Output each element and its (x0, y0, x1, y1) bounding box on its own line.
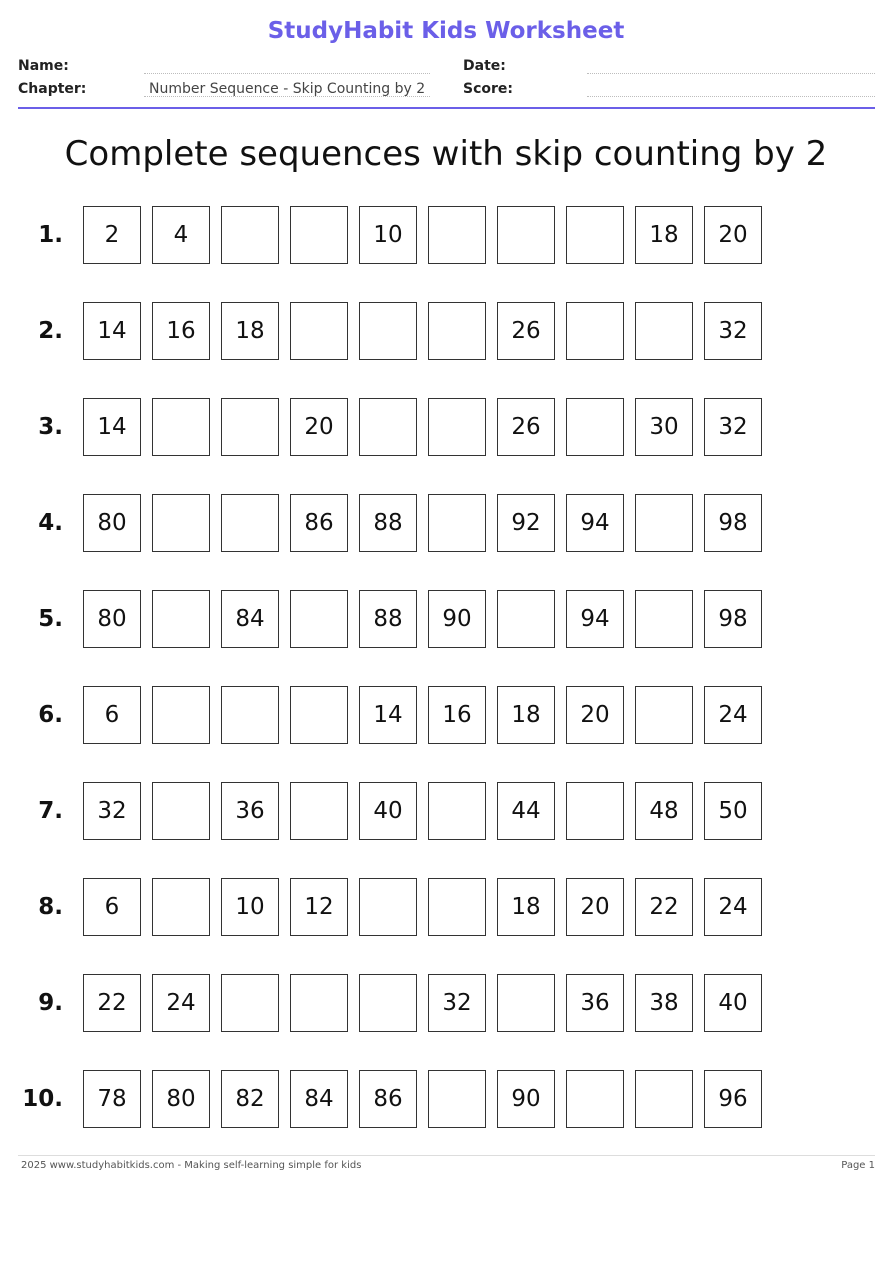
sequence-box: 32 (83, 782, 141, 840)
sequence-box: 6 (83, 878, 141, 936)
sequence-box: 32 (704, 398, 762, 456)
sequence-box: 98 (704, 590, 762, 648)
sequence-box: 18 (497, 686, 555, 744)
answer-box-blank[interactable] (428, 302, 486, 360)
answer-box-blank[interactable] (290, 782, 348, 840)
sequence-box: 14 (83, 398, 141, 456)
answer-box-blank[interactable] (497, 974, 555, 1032)
sequence-box: 78 (83, 1070, 141, 1128)
date-field[interactable] (587, 56, 875, 74)
answer-box-blank[interactable] (359, 302, 417, 360)
header-divider (18, 107, 875, 109)
answer-box-blank[interactable] (152, 686, 210, 744)
question-number: 10. (22, 1086, 63, 1112)
answer-box-blank[interactable] (428, 398, 486, 456)
date-label: Date: (463, 58, 506, 74)
answer-box-blank[interactable] (290, 206, 348, 264)
answer-box-blank[interactable] (221, 494, 279, 552)
answer-box-blank[interactable] (428, 494, 486, 552)
sequence-box: 2 (83, 206, 141, 264)
sequence-box: 10 (221, 878, 279, 936)
sequence-box: 20 (704, 206, 762, 264)
sequence-box: 84 (290, 1070, 348, 1128)
sequence-box: 38 (635, 974, 693, 1032)
answer-box-blank[interactable] (428, 1070, 486, 1128)
sequence-box: 88 (359, 494, 417, 552)
sequence-box: 36 (221, 782, 279, 840)
question-number: 4. (38, 510, 63, 536)
answer-box-blank[interactable] (152, 878, 210, 936)
answer-box-blank[interactable] (290, 974, 348, 1032)
answer-box-blank[interactable] (566, 206, 624, 264)
answer-box-blank[interactable] (635, 686, 693, 744)
question-row (0, 590, 892, 650)
answer-box-blank[interactable] (428, 206, 486, 264)
answer-box-blank[interactable] (152, 398, 210, 456)
question-number: 5. (38, 606, 63, 632)
sequence-box: 90 (428, 590, 486, 648)
name-field[interactable] (144, 56, 430, 74)
worksheet-title: StudyHabit Kids Worksheet (267, 18, 625, 44)
sequence-box: 82 (221, 1070, 279, 1128)
answer-box-blank[interactable] (290, 590, 348, 648)
sequence-box: 80 (83, 590, 141, 648)
question-row (0, 878, 892, 938)
sequence-box: 44 (497, 782, 555, 840)
instruction-heading: Complete sequences with skip counting by 2 (64, 134, 828, 174)
question-row (0, 782, 892, 842)
sequence-box: 18 (635, 206, 693, 264)
sequence-box: 32 (428, 974, 486, 1032)
sequence-box: 92 (497, 494, 555, 552)
sequence-box: 86 (290, 494, 348, 552)
sequence-box: 26 (497, 398, 555, 456)
answer-box-blank[interactable] (290, 686, 348, 744)
sequence-box: 26 (497, 302, 555, 360)
question-row (0, 398, 892, 458)
sequence-box: 32 (704, 302, 762, 360)
sequence-box: 24 (704, 878, 762, 936)
answer-box-blank[interactable] (635, 302, 693, 360)
answer-box-blank[interactable] (152, 782, 210, 840)
sequence-box: 30 (635, 398, 693, 456)
sequence-box: 20 (566, 686, 624, 744)
sequence-box: 10 (359, 206, 417, 264)
chapter-value: Number Sequence - Skip Counting by 2 (149, 81, 426, 97)
sequence-box: 90 (497, 1070, 555, 1128)
question-number: 1. (38, 222, 63, 248)
answer-box-blank[interactable] (290, 302, 348, 360)
answer-box-blank[interactable] (221, 398, 279, 456)
sequence-box: 18 (497, 878, 555, 936)
answer-box-blank[interactable] (566, 398, 624, 456)
sequence-box: 80 (152, 1070, 210, 1128)
question-number: 8. (38, 894, 63, 920)
worksheet-meta (18, 56, 875, 102)
sequence-box: 18 (221, 302, 279, 360)
sequence-box: 86 (359, 1070, 417, 1128)
footer-text: 2025 www.studyhabitkids.com - Making self-learning simple for kids (21, 1160, 362, 1171)
score-field[interactable] (587, 79, 875, 97)
footer-divider (18, 1155, 875, 1156)
answer-box-blank[interactable] (428, 782, 486, 840)
sequence-box: 24 (704, 686, 762, 744)
sequence-box: 4 (152, 206, 210, 264)
question-row (0, 1070, 892, 1130)
question-number: 7. (38, 798, 63, 824)
question-row (0, 302, 892, 362)
answer-box-blank[interactable] (152, 590, 210, 648)
answer-box-blank[interactable] (221, 974, 279, 1032)
sequence-box: 24 (152, 974, 210, 1032)
sequence-box: 84 (221, 590, 279, 648)
sequence-box: 14 (83, 302, 141, 360)
question-row (0, 974, 892, 1034)
answer-box-blank[interactable] (566, 782, 624, 840)
sequence-box: 20 (290, 398, 348, 456)
sequence-box: 36 (566, 974, 624, 1032)
name-label: Name: (18, 58, 69, 74)
answer-box-blank[interactable] (497, 590, 555, 648)
sequence-box: 16 (428, 686, 486, 744)
sequence-box: 14 (359, 686, 417, 744)
sequence-box: 48 (635, 782, 693, 840)
question-row (0, 686, 892, 746)
sequence-box: 6 (83, 686, 141, 744)
question-number: 3. (38, 414, 63, 440)
question-number: 6. (38, 702, 63, 728)
sequence-box: 50 (704, 782, 762, 840)
answer-box-blank[interactable] (359, 974, 417, 1032)
sequence-box: 88 (359, 590, 417, 648)
answer-box-blank[interactable] (497, 206, 555, 264)
sequence-box: 98 (704, 494, 762, 552)
question-number: 2. (38, 318, 63, 344)
question-row (0, 206, 892, 266)
page-number: Page 1 (841, 1160, 875, 1171)
answer-box-blank[interactable] (635, 494, 693, 552)
answer-box-blank[interactable] (635, 590, 693, 648)
sequence-box: 22 (83, 974, 141, 1032)
sequence-box: 22 (635, 878, 693, 936)
chapter-label: Chapter: (18, 81, 87, 97)
question-row (0, 494, 892, 554)
answer-box-blank[interactable] (635, 1070, 693, 1128)
sequence-box: 94 (566, 590, 624, 648)
answer-box-blank[interactable] (221, 206, 279, 264)
sequence-box: 40 (359, 782, 417, 840)
sequence-box: 12 (290, 878, 348, 936)
answer-box-blank[interactable] (152, 494, 210, 552)
sequence-box: 40 (704, 974, 762, 1032)
question-number: 9. (38, 990, 63, 1016)
sequence-box: 20 (566, 878, 624, 936)
score-label: Score: (463, 81, 513, 97)
sequence-box: 94 (566, 494, 624, 552)
sequence-box: 96 (704, 1070, 762, 1128)
answer-box-blank[interactable] (359, 878, 417, 936)
answer-box-blank[interactable] (428, 878, 486, 936)
answer-box-blank[interactable] (566, 1070, 624, 1128)
sequence-box: 16 (152, 302, 210, 360)
answer-box-blank[interactable] (221, 686, 279, 744)
answer-box-blank[interactable] (566, 302, 624, 360)
answer-box-blank[interactable] (359, 398, 417, 456)
sequence-box: 80 (83, 494, 141, 552)
